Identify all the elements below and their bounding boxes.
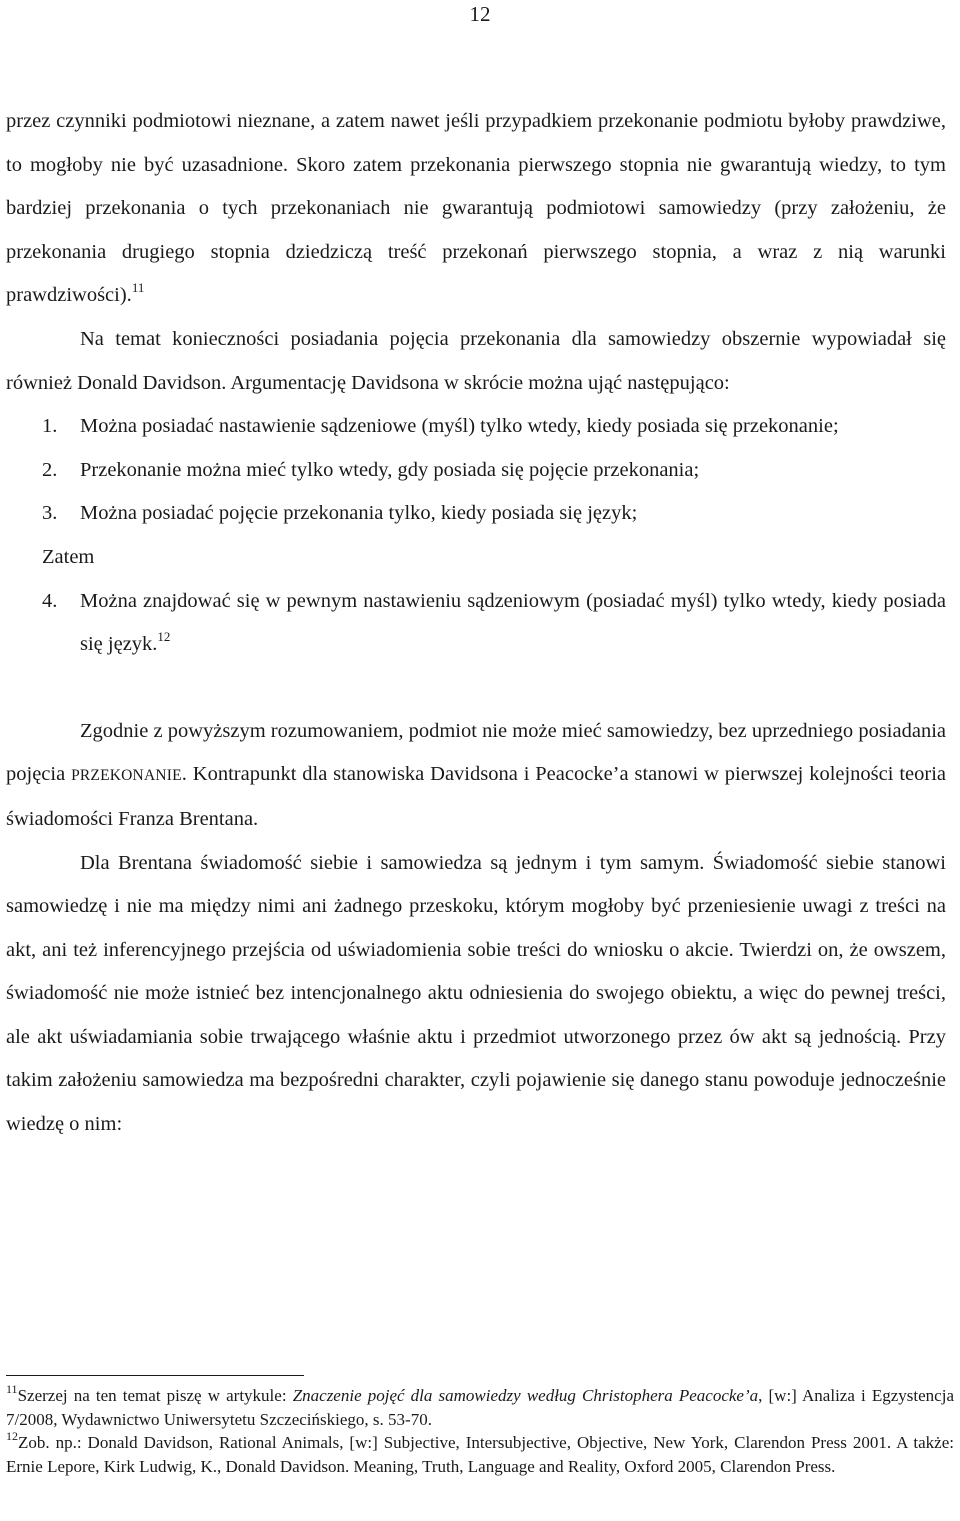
conclusion-text: Można znajdować się w pewnym nastawieniu sądzeniowym (posiadać myśl) tylko wtedy, kiedy posiada się język. xyxy=(80,589,946,656)
paragraph-3 xyxy=(6,710,946,842)
page-number: 12 xyxy=(469,2,491,26)
footnote-11-source: , [w:] Analiza i Egzystencja 7/2008, Wydawnictwo Uniwersytetu Szczecińskiego, s. 53-70. xyxy=(6,1386,954,1429)
paragraph-4: Dla Brentana świadomość siebie i samowiedza są jednym i tym samym. Świadomość siebie stanowi samowiedzę i nie ma między nimi ani żadnego przeskoku, którym mogłoby być przeniesienie uwagi z treści na akt, ani też inferencyjnego przejścia od uświadomienia sobie treści do wniosku o akcie. Twierdzi on, że owszem, świadomość nie może istnieć bez intencjonalnego aktu odniesienia do swojego obiektu, a więc do pewnej treści, ale akt uświadamiania sobie trwającego właśnie aktu i przedmiot utworzonego przez ów akt są jednością. Przy takim założeniu samowiedza ma bezpośredni charakter, czyli pojawienie się danego stanu powoduje jednocześnie wiedzę o nim: xyxy=(6,851,946,1136)
argument-item-text xyxy=(80,580,946,667)
argument-item-3 xyxy=(6,492,946,536)
footnote-ref-11[interactable]: 11 xyxy=(131,280,145,296)
paragraph-3-continuation: . Kontrapunkt dla stanowiska Davidsona i Peacocke’a stanowi w pierwszej kolejności teoria świadomości Franza Brentana. xyxy=(6,763,946,830)
paragraph-2: Na temat konieczności posiadania pojęcia przekonania dla samowiedzy obszernie wypowiadał się również Donald Davidson. Argumentację Davidsona w skrócie można ująć następująco: xyxy=(6,327,946,394)
argument-item-1 xyxy=(6,405,946,449)
argument-item-2 xyxy=(6,449,946,493)
argument-list xyxy=(6,405,946,536)
body-text xyxy=(6,100,946,1147)
paragraph-1 xyxy=(6,100,946,318)
footnote-number: 12 xyxy=(6,1429,18,1444)
footnote-12 xyxy=(6,1431,954,1478)
footnote-11-title: Znaczenie pojęć dla samowiedzy według Christophera Peacocke’a xyxy=(292,1386,759,1405)
argument-item-number: 2. xyxy=(42,458,58,481)
footnote-number: 11 xyxy=(6,1382,18,1396)
footnote-11-text: Szerzej na ten temat piszę w artykule: xyxy=(17,1386,293,1405)
argument-item-text: Można posiadać pojęcie przekonania tylko, kiedy posiada się język; xyxy=(80,502,638,525)
concept-term: PRZEKONANIE xyxy=(71,767,182,785)
footnotes xyxy=(6,1384,954,1478)
argument-item-text: Przekonanie można mieć tylko wtedy, gdy posiada się pojęcie przekonania; xyxy=(80,458,700,481)
argument-conclusion xyxy=(6,580,946,667)
section-gap xyxy=(6,667,946,710)
footnote-12-text: Zob. np.: Donald Davidson, Rational Animals, [w:] Subjective, Intersubjective, Objective, New York, Clarendon Press 2001. A także: Ernie Lepore, Kirk Ludwig, K., Donald Davidson. Meaning, Truth, Language and Reality, Oxford 2005, Clarendon Press. xyxy=(6,1433,954,1476)
argument-item-text: Można posiadać nastawienie sądzeniowe (myśl) tylko wtedy, kiedy posiada się przekonanie; xyxy=(80,415,839,438)
footnote-ref-12[interactable]: 12 xyxy=(157,629,171,645)
footnote-separator xyxy=(6,1375,304,1376)
paragraph-1-text: przez czynniki podmiotowi nieznane, a zatem nawet jeśli przypadkiem przekonanie podmiotu byłoby prawdziwe, to mogłoby nie być uzasadnione. Skoro zatem przekonania pierwszego stopnia nie gwarantują wiedzy, to tym bardziej przekonania o tych przekonaniach nie gwarantują podmiotowi samowiedzy (przy założeniu, że przekonania drugiego stopnia dziedziczą treść przekonań pierwszego stopnia, a wraz z nią warunki prawdziwości). xyxy=(6,110,946,307)
argument-item-number: 4. xyxy=(42,589,58,612)
paragraph-3-text: Zgodnie z powyższym rozumowaniem, podmiot nie może mieć samowiedzy, bez uprzedniego posiadania pojęcia xyxy=(6,719,946,786)
argument-item-number: 3. xyxy=(42,502,58,525)
footnote-11 xyxy=(6,1384,954,1431)
argument-item-number: 1. xyxy=(42,415,58,438)
zatem-label: Zatem xyxy=(42,545,95,568)
